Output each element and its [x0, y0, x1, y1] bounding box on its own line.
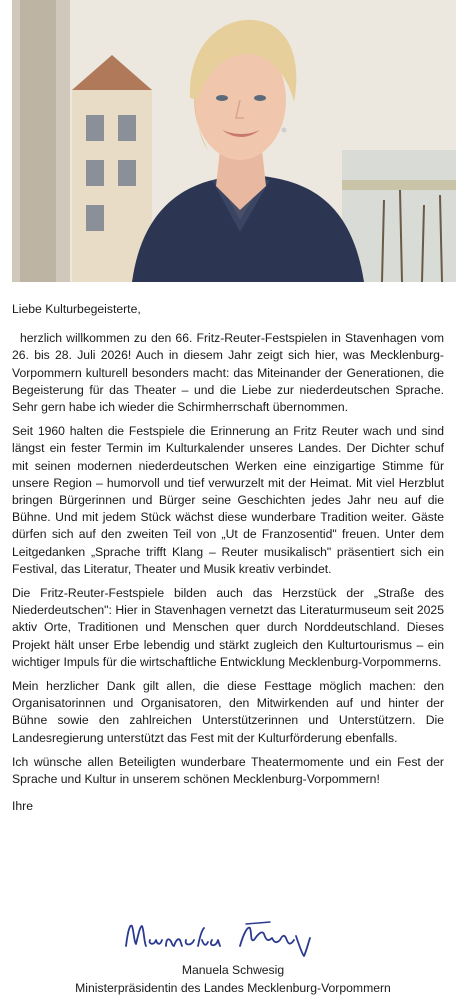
paragraph-wishes: Ich wünsche allen Beteiligten wunderbare Theatermomente und ein Fest der Sprache und Kultur in unserem schönen Mecklenburg-Vorpommern! — [12, 754, 444, 787]
handwritten-signature — [120, 912, 320, 960]
salutation: Liebe Kulturbegeisterte, — [12, 302, 141, 316]
paragraph-thanks: Mein herzlicher Dank gilt allen, die diese Festtage möglich machen: den Organisatorinnen und Organisatoren, den Mitwirkenden auf und hinter der Bühne sowie den zahlreichen Unterstützerinnen und Unterstützern. Die Landesregierung unterstützt das Fest mit der Kulturförderung ebenfalls. — [12, 679, 444, 745]
paragraph-welcome: herzlich willkommen zu den 66. Fritz-Reuter-Festspielen in Stavenhagen vom 26. bis 28. Juli 2026! Auch in diesem Jahr zeigt sich hier, was Mecklenburg-Vorpommern kulturell besonders macht: das Miteinander der Generationen, die Begeisterung für das Theater – und die Liebe zur niederdeutschen Sprache. Sehr gern habe ich wieder die Schirmherrschaft übernommen. — [12, 331, 444, 415]
signatory-name: Manuela Schwesig — [181, 963, 285, 977]
paragraph-history: Seit 1960 halten die Festspiele die Erinnerung an Fritz Reuter wach und sind längst ein fester Termin im Kulturkalender unseres Landes. Der Dichter schuf mit seinen modernen niederdeutschen Werken eine einzigartige Stimme für unsere Region – humorvoll und tief verwurzelt mit der Heimat. Mit viel Herzblut bringen Bürgerinnen und Bürger seine Geschichten jedes Jahr neu auf die Bühne. Und mit jedem Stück wächst diese wunderbare Tradition weiter. Gäste dürfen sich auf den zweiten Teil von „Ut de Franzosentid" freuen. Unter dem Leitgedanken „Sprache trifft Klang – Reuter musikalisch" präsentiert sich ein Festival, das Literatur, Theater und Musik kreativ verbindet. — [12, 424, 444, 576]
paragraph-strasse: Die Fritz-Reuter-Festspiele bilden auch das Herzstück der „Straße des Niederdeutschen": Hier in Stavenhagen vernetzt das Literaturmuseum seit 2025 aktiv Orte, Traditionen und Menschen quer durch Norddeutschland. Dieses Projekt hält unser Erbe lebendig und stärkt zugleich den Kulturtourismus – ein wichtiger Impuls für die wirtschaftliche Entwicklung Mecklenburg-Vorpommerns. — [12, 586, 444, 669]
portrait-photo — [12, 0, 456, 282]
signatory-title: Ministerpräsidentin des Landes Mecklenburg-Vorpommern — [75, 981, 391, 995]
portrait-illustration — [12, 0, 456, 282]
closing: Ihre — [12, 799, 34, 814]
letter-body — [12, 290, 444, 815]
signature-block — [0, 912, 466, 1000]
